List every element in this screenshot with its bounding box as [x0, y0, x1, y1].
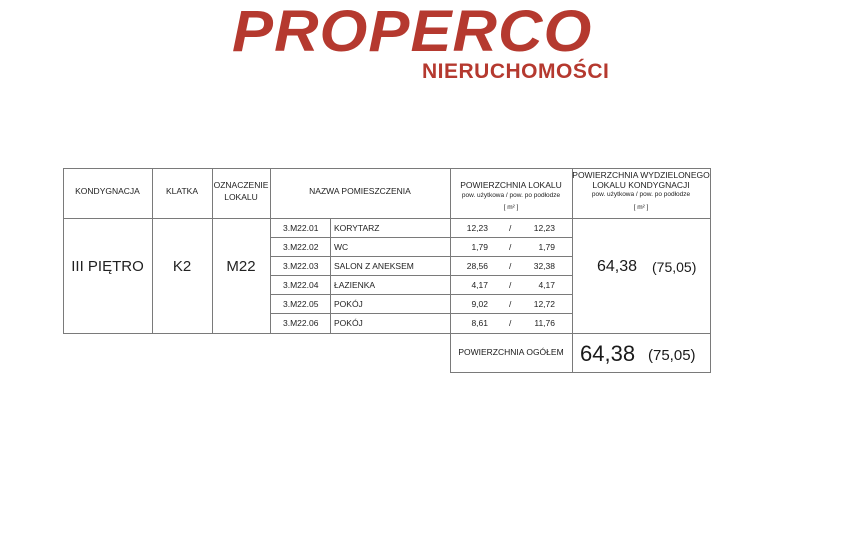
room-usable: 1,79 — [471, 242, 488, 252]
header-nazwa: NAZWA POMIESZCZENIA — [309, 186, 411, 196]
room-code: 3.M22.06 — [283, 318, 319, 328]
room-code: 3.M22.04 — [283, 280, 319, 290]
header-pow-wydz-sub: pow. użytkowa / pow. po podłodze — [591, 191, 691, 198]
room-usable: 4,17 — [471, 280, 488, 290]
summary-bottom — [450, 372, 711, 373]
header-oznaczenie-line2: LOKALU — [224, 192, 258, 202]
klatka-value: K2 — [172, 258, 192, 275]
room-name: WC — [334, 242, 349, 252]
summary-label: POWIERZCHNIA OGÓŁEM — [458, 347, 564, 357]
room-sep: / — [509, 223, 512, 233]
row-sep — [270, 294, 572, 295]
summary-floor: (75,05) — [648, 347, 696, 364]
room-code: 3.M22.05 — [283, 299, 319, 309]
room-name: POKÓJ — [334, 299, 363, 309]
room-sep: / — [509, 242, 512, 252]
room-name: POKÓJ — [334, 318, 363, 328]
header-pow-wydz-line2: LOKALU KONDYGNACJI — [592, 180, 690, 190]
header-pow-lokalu-sub: pow. użytkowa / pow. po podłodze — [461, 192, 561, 199]
room-name: KORYTARZ — [334, 223, 380, 233]
summary-total: 64,38 — [580, 341, 636, 366]
row-sep — [270, 237, 572, 238]
room-code: 3.M22.03 — [283, 261, 319, 271]
col-sep — [330, 218, 331, 333]
room-floor: 11,76 — [534, 318, 555, 328]
table-border-top — [63, 168, 711, 169]
header-pow-lokalu: POWIERZCHNIA LOKALU — [460, 180, 562, 190]
table-border-right — [710, 168, 711, 373]
room-usable: 8,61 — [471, 318, 488, 328]
room-sep: / — [509, 280, 512, 290]
header-kondygnacja: KONDYGNACJA — [75, 186, 140, 196]
floor-name: III PIĘTRO — [71, 258, 144, 275]
floor-area-floor: (75,05) — [652, 259, 697, 275]
logo-title: PROPERCO — [232, 0, 593, 64]
room-floor: 1,79 — [538, 242, 555, 252]
table-body-bottom — [63, 333, 711, 334]
room-name: ŁAZIENKA — [334, 280, 376, 290]
room-usable: 9,02 — [471, 299, 488, 309]
room-usable: 12,23 — [466, 223, 488, 233]
room-floor: 4,17 — [538, 280, 555, 290]
header-pow-wydz-line1: POWIERZCHNIA WYDZIELONEGO — [572, 170, 710, 180]
header-klatka: KLATKA — [166, 186, 198, 196]
room-floor: 12,23 — [533, 223, 555, 233]
row-sep — [270, 275, 572, 276]
row-sep — [270, 256, 572, 257]
room-sep: / — [509, 318, 512, 328]
header-oznaczenie-line1: OZNACZENIE — [213, 180, 269, 190]
room-floor: 12,72 — [533, 299, 555, 309]
header-pow-lokalu-unit: [ m² ] — [503, 204, 519, 211]
table-header-bottom — [63, 218, 711, 219]
room-name: SALON Z ANEKSEM — [334, 261, 414, 271]
col-sep — [572, 168, 573, 373]
room-sep: / — [509, 299, 512, 309]
room-usable: 28,56 — [466, 261, 488, 271]
room-floor: 32,38 — [533, 261, 555, 271]
floor-area-total: 64,38 — [597, 258, 638, 275]
room-code: 3.M22.01 — [283, 223, 319, 233]
room-code: 3.M22.02 — [283, 242, 319, 252]
logo-subtitle: NIERUCHOMOŚCI — [422, 60, 610, 83]
lokal-value: M22 — [226, 258, 256, 275]
header-pow-wydz-unit: [ m² ] — [633, 204, 649, 211]
room-sep: / — [509, 261, 512, 271]
row-sep — [270, 313, 572, 314]
